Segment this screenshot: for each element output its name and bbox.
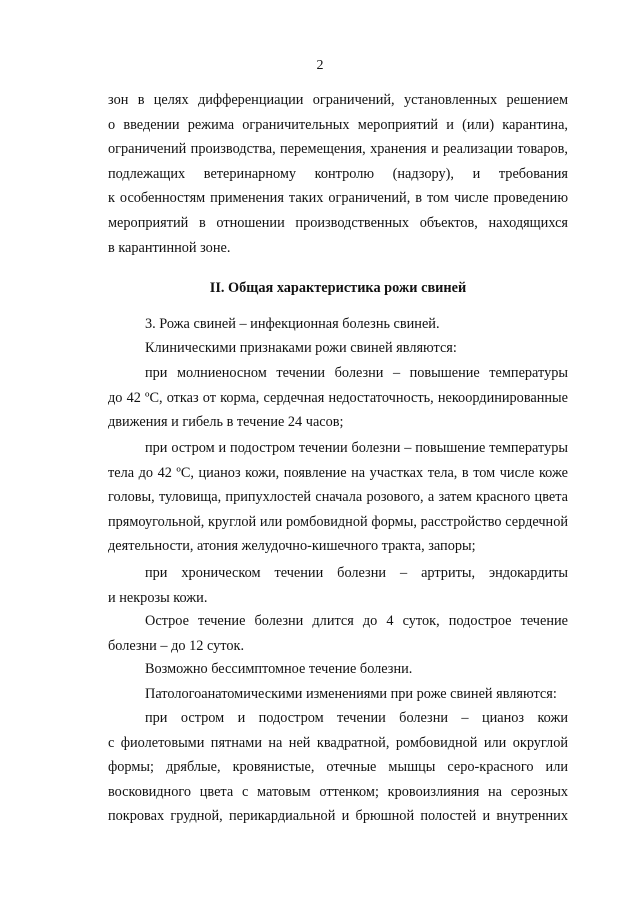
text-line: движения и гибель в течение 24 часов; xyxy=(108,414,344,431)
page-number: 2 xyxy=(316,58,324,73)
acute-course-paragraph xyxy=(108,436,568,559)
text-line: при остром и подостром течении болезни – повышение температуры xyxy=(145,440,568,456)
pathological-acute-paragraph xyxy=(108,706,568,829)
text-line: ограничений производства, перемещения, хранения и реализации товаров, xyxy=(108,141,568,158)
pathological-changes-intro xyxy=(108,682,568,707)
fulminant-course-paragraph xyxy=(108,361,568,435)
section-heading: II. Общая характеристика рожи свиней xyxy=(209,280,467,296)
text-line: деятельности, атония желудочно-кишечного тракта, запоры; xyxy=(108,538,476,555)
text-line: формы; дряблые, кровянистые, отечные мышцы серо-красного или xyxy=(108,759,568,776)
chronic-course-paragraph xyxy=(108,561,568,610)
text-line: при молниеносном течении болезни – повышение температуры xyxy=(145,365,568,381)
clinical-signs-intro xyxy=(108,336,568,361)
text-line: мероприятий в отношении производственных объектов, находящихся xyxy=(108,214,568,231)
text-line: Патологоанатомическими изменениями при роже свиней являются: xyxy=(145,686,557,702)
duration-paragraph xyxy=(108,609,568,658)
text-line: зон в целях дифференциации ограничений, установленных решением xyxy=(108,92,568,108)
text-line: о введении режима ограничительных мероприятий и (или) карантина, xyxy=(108,116,568,133)
text-line: 3. Рожа свиней – инфекционная болезнь свиней. xyxy=(145,316,440,332)
asymptomatic-paragraph xyxy=(108,657,568,682)
text-line: в карантинной зоне. xyxy=(108,239,231,256)
text-line: Клиническими признаками рожи свиней являются: xyxy=(145,340,457,356)
text-line: восковидного цвета с матовым оттенком; кровоизлияния на серозных xyxy=(108,783,568,800)
text-line: к особенностям применения таких ограничений, в том числе проведению xyxy=(108,190,568,207)
text-line: Возможно бессимптомное течение болезни. xyxy=(145,661,413,677)
text-line: покровах грудной, перикардиальной и брюшной полостей и внутренних xyxy=(108,808,568,825)
text-line: тела до 42 ºС, цианоз кожи, появление на участках тела, в том числе коже xyxy=(108,464,568,481)
text-line: прямоугольной, круглой или ромбовидной формы, расстройство сердечной xyxy=(108,513,568,530)
text-line: до 42 ºС, отказ от корма, сердечная недостаточность, некоординированные xyxy=(108,389,568,406)
paragraph-3 xyxy=(108,312,568,337)
text-line: при хроническом течении болезни – артриты, эндокардиты xyxy=(145,565,568,581)
text-line: Острое течение болезни длится до 4 суток, подострое течение xyxy=(145,613,568,629)
text-line: с фиолетовыми пятнами на ней квадратной, ромбовидной или округлой xyxy=(108,734,568,751)
text-line: болезни – до 12 суток. xyxy=(108,637,245,654)
text-line: при остром и подостром течении болезни – цианоз кожи xyxy=(145,710,568,726)
intro-paragraph xyxy=(108,88,568,260)
text-line: и некрозы кожи. xyxy=(108,589,208,606)
text-line: подлежащих ветеринарному контролю (надзору), и требования xyxy=(108,165,568,182)
text-line: головы, туловища, припухлостей сначала розового, а затем красного цвета xyxy=(108,489,568,506)
